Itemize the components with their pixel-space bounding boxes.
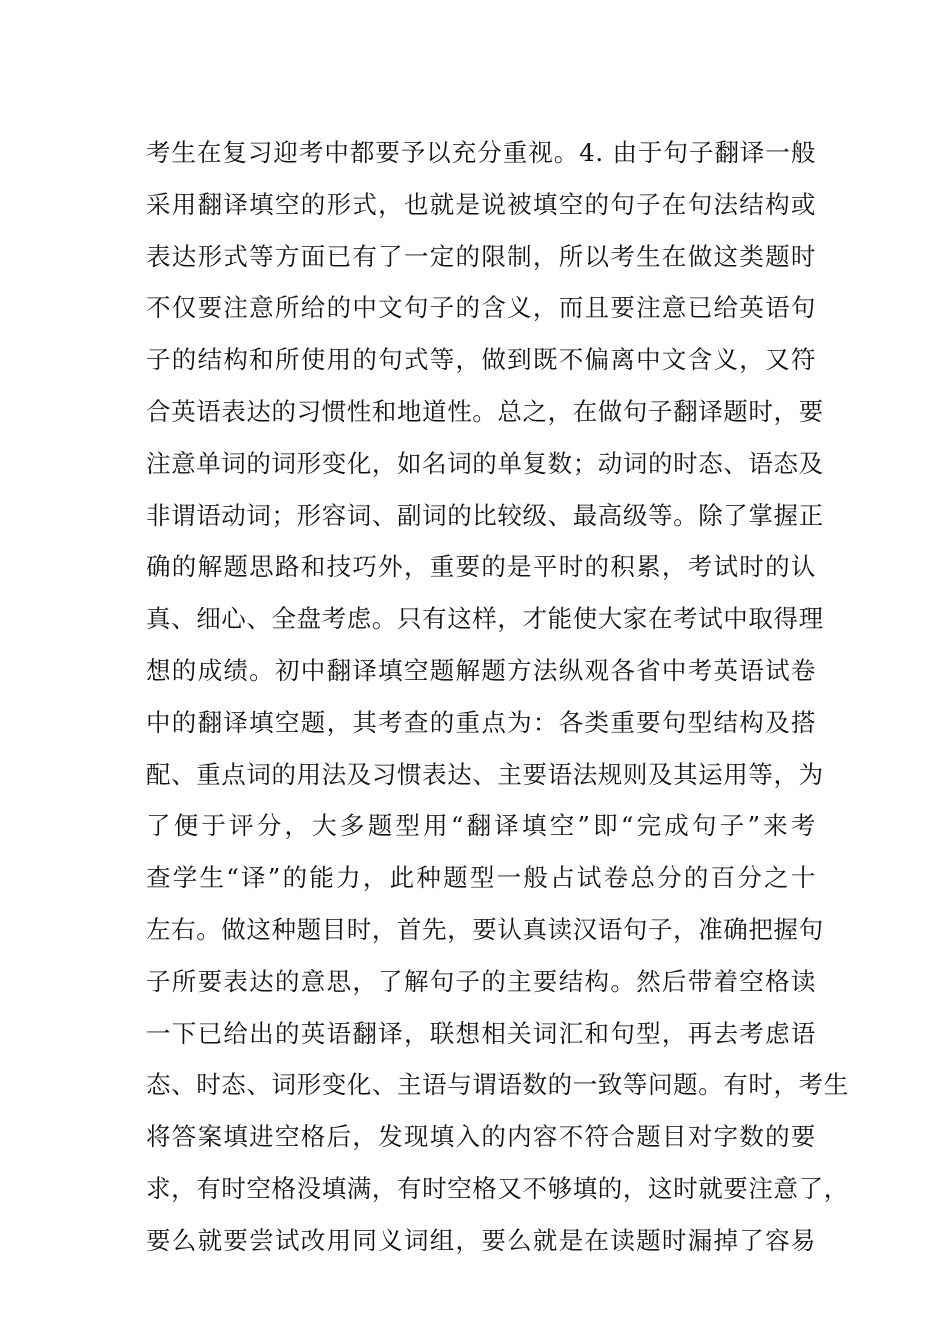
text-line-6: 合英语表达的习惯性和地道性。总之，在做句子翻译题时，要: [146, 396, 824, 426]
text-line-17: 子所要表达的意思，了解句子的主要结构。然后带着空格读: [146, 966, 816, 996]
text-line-9: 确的解题思路和技巧外，重要的是平时的积累，考试时的认: [146, 552, 816, 582]
text-line-19: 态、时态、词形变化、主语与谓语数的一致等问题。有时，考生: [146, 1070, 849, 1100]
text-line-13: 配、重点词的用法及习惯表达、主要语法规则及其运用等，为: [146, 759, 824, 789]
text-line-1: 考生在复习迎考中都要予以充分重视。4. 由于句子翻译一般: [146, 138, 816, 167]
text-line-5: 子的结构和所使用的句式等，做到既不偏离中文含义，又符: [146, 345, 816, 375]
text-line-2: 采用翻译填空的形式，也就是说被填空的句子在句法结构或: [146, 189, 816, 219]
text-line-14: 了便于评分，大多题型用“翻译填空”即“完成句子”来考: [146, 811, 816, 841]
text-line-18: 一下已给出的英语翻译，联想相关词汇和句型，再去考虑语: [146, 1018, 816, 1048]
text-line-11: 想的成绩。初中翻译填空题解题方法纵观各省中考英语试卷: [146, 655, 816, 685]
text-line-7: 注意单词的词形变化，如名词的单复数；动词的时态、语态及: [146, 448, 824, 478]
text-line-21: 求，有时空格没填满，有时空格又不够填的，这时就要注意了，: [146, 1173, 849, 1203]
text-line-22: 要么就要尝试改用同义词组，要么就是在读题时漏掉了容易: [146, 1225, 816, 1255]
body-text: [146, 127, 849, 1267]
text-line-10: 真、细心、全盘考虑。只有这样，才能使大家在考试中取得理: [146, 604, 824, 634]
text-line-4: 不仅要注意所给的中文句子的含义，而且要注意已给英语句: [146, 293, 816, 323]
text-line-20: 将答案填进空格后，发现填入的内容不符合题目对字数的要: [146, 1122, 816, 1152]
text-line-3: 表达形式等方面已有了一定的限制，所以考生在做这类题时: [146, 241, 816, 271]
text-line-15: 查学生“译”的能力，此种题型一般占试卷总分的百分之十: [146, 863, 816, 893]
text-line-16: 左右。做这种题目时，首先，要认真读汉语句子，准确把握句: [146, 914, 824, 944]
text-line-8: 非谓语动词；形容词、副词的比较级、最高级等。除了掌握正: [146, 500, 824, 530]
text-line-12: 中的翻译填空题，其考查的重点为：各类重要句型结构及搭: [146, 707, 816, 737]
